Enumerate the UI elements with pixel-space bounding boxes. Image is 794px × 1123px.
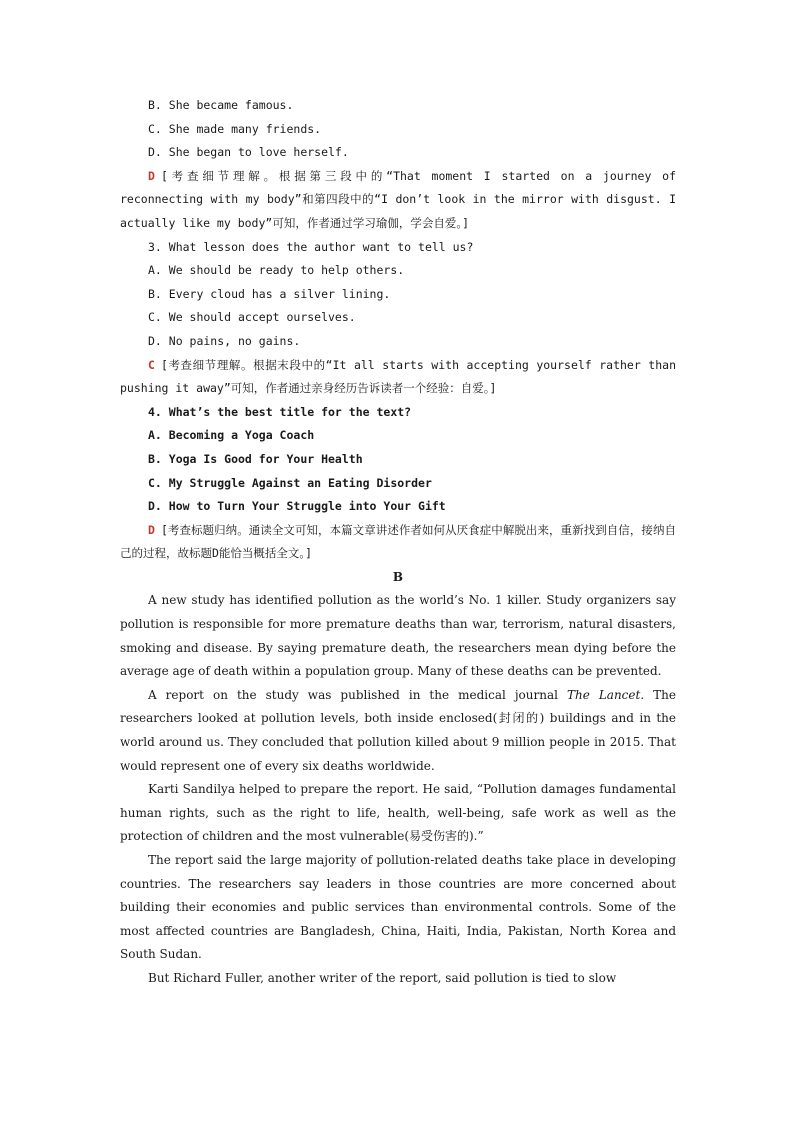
journal-name: The Lancet [566, 687, 641, 702]
passage-paragraph-2 [120, 684, 676, 778]
passage-paragraph-5: But Richard Fuller, another writer of the report, said pollution is tied to slow [148, 970, 617, 985]
passage-paragraph-1: A new study has identified pollution as the world’s No. 1 killer. Study organizers say pollution is responsible for more premature deaths than war, terrorism, natural disasters, smoking and disease. By saying premature death, the researchers mean dying before the average age of death within a population group. Many of these deaths can be prevented. [120, 593, 676, 679]
q4-explanation: [考查标题归纳。通读全文可知，本篇文章讲述作者如何从厌食症中解脱出来，重新找到自信，接纳自己的过程，故标题D能恰当概括全文。] [120, 522, 676, 561]
q3-option-b: B. Every cloud has a silver lining. [148, 286, 391, 301]
q2-answer-block [120, 165, 676, 236]
q2-explanation: [考查细节理解。根据第三段中的“That moment I started on a journey of reconnecting with my body”和第四段中的“I don’t look in the mirror with disgust. I actually like my body”可知，作者通过学习瑜伽，学会自爱。] [120, 168, 676, 230]
q3-explanation: [考查细节理解。根据末段中的“It all starts with accepting yourself rather than pushing it away”可知，作者通过亲身经历告诉读者一个经验：自爱。] [120, 357, 676, 396]
q4-option-d: D. How to Turn Your Struggle into Your Gift [148, 499, 446, 514]
q3-option-d: D. No pains, no gains. [148, 333, 301, 348]
passage-paragraph-4: The report said the large majority of pollution-related deaths take place in developing countries. The researchers say leaders in those countries are more concerned about building their economies and public services than environmental controls. Some of the most affected countries are Bangladesh, China, Haiti, India, Pakistan, North Korea and South Sudan. [120, 853, 676, 962]
q3-answer-block [120, 354, 676, 401]
q2-option-c: C. She made many friends. [148, 121, 322, 136]
q4-question: 4. What’s the best title for the text? [148, 404, 412, 419]
p2-text-after: . The researchers looked at pollution levels, both inside enclosed(封闭的) buildings and in the world around us. They concluded that pollution killed about 9 million people in 2015. That would represent one of every six deaths worldwide. [120, 687, 676, 773]
passage-paragraph-3: Karti Sandilya helped to prepare the report. He said, “Pollution damages fundamental human rights, such as the right to life, health, well-being, safe work as well as the protection of children and the most vulnerable(易受伤害的).” [120, 782, 676, 844]
q3-question: 3. What lesson does the author want to tell us? [148, 239, 474, 254]
q3-option-a: A. We should be ready to help others. [148, 263, 405, 278]
section-heading: B [392, 569, 404, 584]
q4-option-a: A. Becoming a Yoga Coach [148, 428, 315, 443]
q3-option-c: C. We should accept ourselves. [148, 310, 356, 325]
q2-option-b: B. She became famous. [148, 98, 294, 112]
page-content [120, 94, 676, 991]
p2-text-before: A report on the study was published in the medical journal [148, 687, 567, 702]
q4-option-c: C. My Struggle Against an Eating Disorder [148, 475, 432, 490]
q4-option-b: B. Yoga Is Good for Your Health [148, 451, 363, 466]
q4-answer-letter: D [148, 522, 155, 537]
q2-option-d: D. She began to love herself. [148, 145, 349, 160]
q3-answer-letter: C [148, 357, 155, 372]
q2-answer-letter: D [148, 168, 155, 183]
q4-answer-block [120, 519, 676, 566]
